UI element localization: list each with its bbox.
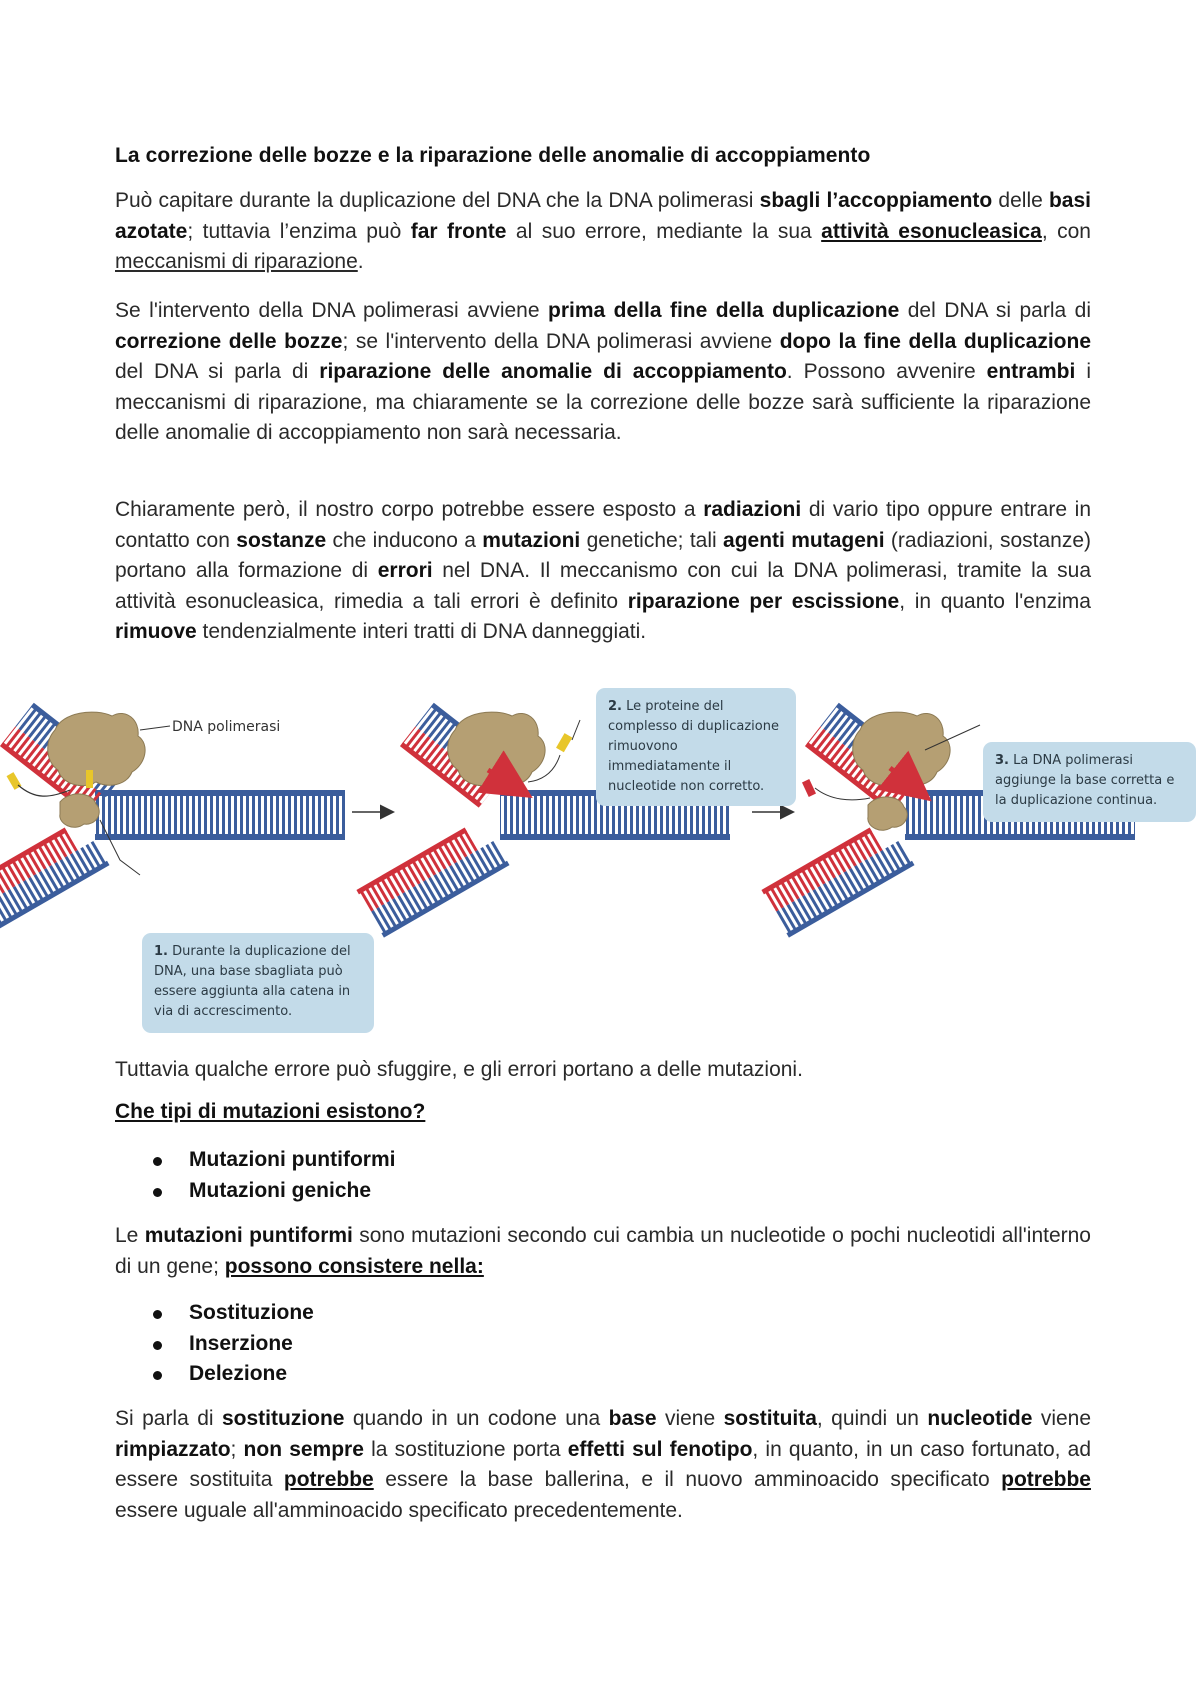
list-item: Mutazioni geniche	[115, 1176, 715, 1207]
paragraph-5: Le mutazioni puntiformi sono mutazioni secondo cui cambia un nucleotide o pochi nucleotidi all'interno di un gene; possono consistere nella:	[115, 1224, 1091, 1278]
paragraph-4: Tuttavia qualche errore può sfuggire, e gli errori portano a delle mutazioni.	[115, 1058, 803, 1081]
section-title: La correzione delle bozze e la riparazione delle anomalie di accoppiamento	[115, 144, 871, 167]
polymerase-label: DNA polimerasi	[172, 719, 281, 735]
paragraph-3: Chiaramente però, il nostro corpo potrebbe essere esposto a radiazioni di vario tipo oppure entrare in contatto con sostanze che inducono a mutazioni genetiche; tali agenti mutageni (radiazioni, sostanze) portano alla formazione di errori nel DNA. Il meccanismo con cui la DNA polimerasi, tramite la sua attività esonucleasica, rimedia a tali errori è definito riparazione per escissione, in quanto l'enzima rimuove tendenzialmente interi tratti di DNA danneggiati.	[115, 498, 1092, 643]
caption-step-2: 2. Le proteine del complesso di duplicazione rimuovono immediatamente il nucleotide non corretto.	[596, 688, 796, 806]
paragraph-6: Si parla di sostituzione quando in un codone una base viene sostituita, quindi un nucleotide viene rimpiazzato; non sempre la sostituzione porta effetti sul fenotipo, in quanto, in un caso fortunato, ad essere sostituita potrebbe essere la base ballerina, e il nuovo amminoacido specificato potrebbe essere uguale all'amminoacido specificato precedentemente.	[115, 1407, 1092, 1522]
subheading-mutations: Che tipi di mutazioni esistono?	[115, 1100, 426, 1123]
point-mutation-list	[115, 1298, 715, 1390]
paragraph-1: Può capitare durante la duplicazione del DNA che la DNA polimerasi sbagli l’accoppiamento delle basi azotate; tuttavia l’enzima può far fronte al suo errore, mediante la sua attività esonucleasica, con meccanismi di riparazione.	[115, 189, 1091, 273]
list-item: Mutazioni puntiformi	[115, 1145, 715, 1176]
caption-step-3: 3. La DNA polimerasi aggiunge la base corretta e la duplicazione continua.	[983, 742, 1196, 822]
dna-proofreading-figure	[0, 690, 1200, 1045]
list-item: Sostituzione	[115, 1298, 715, 1329]
list-item: Delezione	[115, 1359, 715, 1390]
panel-1	[0, 703, 345, 938]
caption-step-1: 1. Durante la duplicazione del DNA, una base sbagliata può essere aggiunta alla catena in via di accrescimento.	[142, 933, 374, 1033]
mutation-types-list	[115, 1145, 715, 1206]
paragraph-2: Se l'intervento della DNA polimerasi avviene prima della fine della duplicazione del DNA si parla di correzione delle bozze; se l'intervento della DNA polimerasi avviene dopo la fine della duplicazione del DNA si parla di riparazione delle anomalie di accoppiamento. Possono avvenire entrambi i meccanismi di riparazione, ma chiaramente se la correzione delle bozze sarà sufficiente la riparazione delle anomalie di accoppiamento non sarà necessaria.	[115, 299, 1092, 444]
list-item: Inserzione	[115, 1329, 715, 1360]
